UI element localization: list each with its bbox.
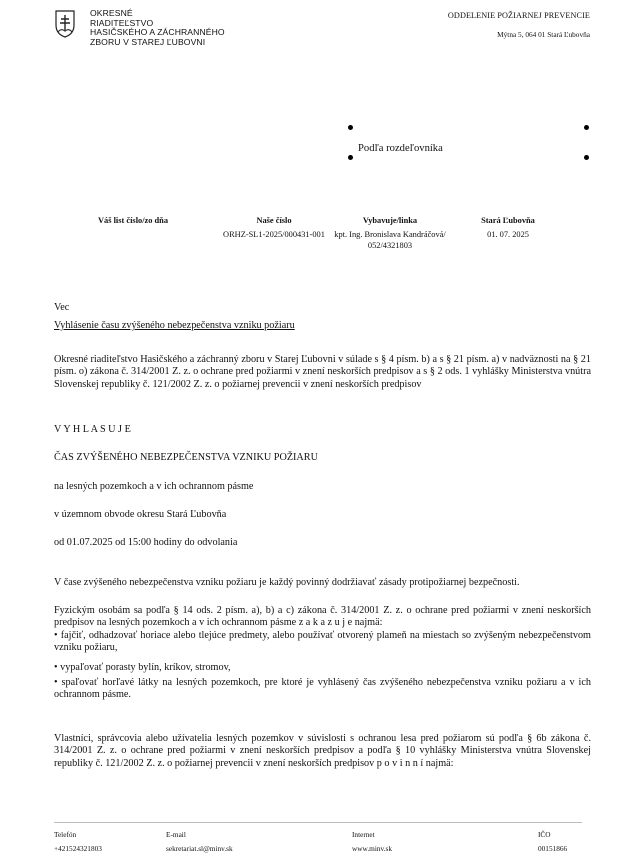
address-window-mark — [584, 125, 589, 130]
org-line: OKRESNÉ — [90, 8, 133, 18]
organization-name — [90, 9, 230, 47]
slovak-coat-of-arms-icon — [55, 10, 75, 38]
subject-underlined: Vyhlásenie času zvýšeného nebezpečenstva vzniku požiaru — [54, 320, 295, 331]
place-date-column — [468, 216, 548, 240]
web-label: Internet — [352, 830, 375, 839]
footer-divider — [54, 822, 582, 823]
footer-ico — [538, 828, 567, 856]
our-number-column — [214, 216, 334, 240]
handled-by-name: kpt. Ing. Bronislava Kandráčová/ — [334, 230, 446, 239]
owners-paragraph: Vlastníci, správcovia alebo užívatelia lesných pozemkov v súvislosti s ochranou lesa pred požiarom sú podľa § 6b zákona č. 314/2001 Z. z. o ochrane pred požiarmi v znení neskorších predpisov a podľa § 10 vyhlášky Ministerstva vnútra Slovenskej republiky č. 121/2002 Z. z. o požiarnej prevencii v znení neskorších predpisov p o v i n n í najmä: — [54, 733, 591, 769]
org-line: HASIČSKÉHO A ZÁCHRANNÉHO — [90, 27, 225, 38]
scope-district: v územnom obvode okresu Stará Ľubovňa — [54, 509, 227, 520]
address-window-mark — [348, 155, 353, 160]
date-value: 01. 07. 2025 — [487, 230, 529, 239]
prohibition-item: • spaľovať horľavé látky na lesných pozemkoch, pre ktoré je vyhlásený čas zvýšeného nebezpečenstva vzniku požiaru a v ich ochrannom pásme. — [54, 677, 591, 701]
phone-label: Telefón — [54, 830, 77, 839]
department-address: Mýtna 5, 064 01 Stará Ľubovňa — [497, 30, 590, 39]
prohibition-intro: Fyzickým osobám sa podľa § 14 ods. 2 písm. a), b) a c) zákona č. 314/2001 Z. z. o ochrane pred požiarmi v znení neskorších predpisov na lesných pozemkoch a v ich ochrannom pásme z a k a z u j e najmä: — [54, 605, 591, 629]
title-heading: ČAS ZVÝŠENÉHO NEBEZPEČENSTVA VZNIKU POŽIARU — [54, 452, 318, 463]
our-number-label: Naše číslo — [256, 216, 292, 225]
department-name: ODDELENIE POŽIARNEJ PREVENCIE — [447, 11, 590, 20]
web-value: www.minv.sk — [352, 844, 392, 853]
duty-paragraph: V čase zvýšeného nebezpečenstva vzniku požiaru je každý povinný dodržiavať zásady protipožiarnej bezpečnosti. — [54, 577, 520, 588]
footer-web — [352, 828, 392, 856]
phone-value: +421524321803 — [54, 844, 102, 853]
your-letter-column — [98, 216, 168, 225]
intro-paragraph: Okresné riaditeľstvo Hasičského a záchranný zboru v Starej Ľubovni v súlade s § 4 písm. b) a s § 21 písm. a) v nadväznosti na § 21 písm. o) zákona č. 314/2001 Z. z. o ochrane pred požiarmi v znení neskorších predpisov a s § 2 ods. 1 vyhlášky Ministerstva vnútra Slovenskej republiky č. 121/2002 Z. z. o požiarnej prevencii v znení neskorších predpisov — [54, 354, 591, 390]
prohibition-item: • fajčiť, odhadzovať horiace alebo tlejúce predmety, alebo používať otvorený plameň na miestach so zvýšeným nebezpečenstvom vzniku požiaru, — [54, 630, 591, 654]
declare-heading: V Y H L A S U J E — [54, 424, 131, 435]
period: od 01.07.2025 od 15:00 hodiny do odvolania — [54, 537, 238, 548]
email-label: E-mail — [166, 830, 186, 839]
address-window-mark — [348, 125, 353, 130]
handled-by-phone: 052/4321803 — [367, 241, 413, 250]
our-number-value: ORHZ-SL1-2025/000431-001 — [223, 230, 325, 239]
handled-by-column — [330, 216, 450, 251]
recipient: Podľa rozdeľovníka — [358, 143, 443, 154]
footer-email — [166, 828, 233, 856]
org-line: RIADITEĽSTVO — [90, 17, 154, 28]
place-label: Stará Ľubovňa — [481, 216, 535, 225]
address-window-mark — [584, 155, 589, 160]
ico-label: IČO — [538, 830, 551, 839]
ico-value: 00151866 — [538, 844, 568, 853]
subject-text — [54, 320, 591, 332]
org-line: ZBORU V STAREJ ĽUBOVNI — [90, 36, 206, 47]
email-value: sekretariat.sl@minv.sk — [166, 844, 233, 853]
your-letter-label: Váš list číslo/zo dňa — [98, 216, 169, 225]
subject-label: Vec — [54, 302, 70, 313]
scope-forest: na lesných pozemkoch a v ich ochrannom pásme — [54, 481, 254, 492]
prohibition-item: • vypaľovať porasty bylín, kríkov, stromov, — [54, 662, 231, 673]
handled-by-label: Vybavuje/linka — [362, 216, 418, 225]
footer-phone — [54, 828, 102, 856]
